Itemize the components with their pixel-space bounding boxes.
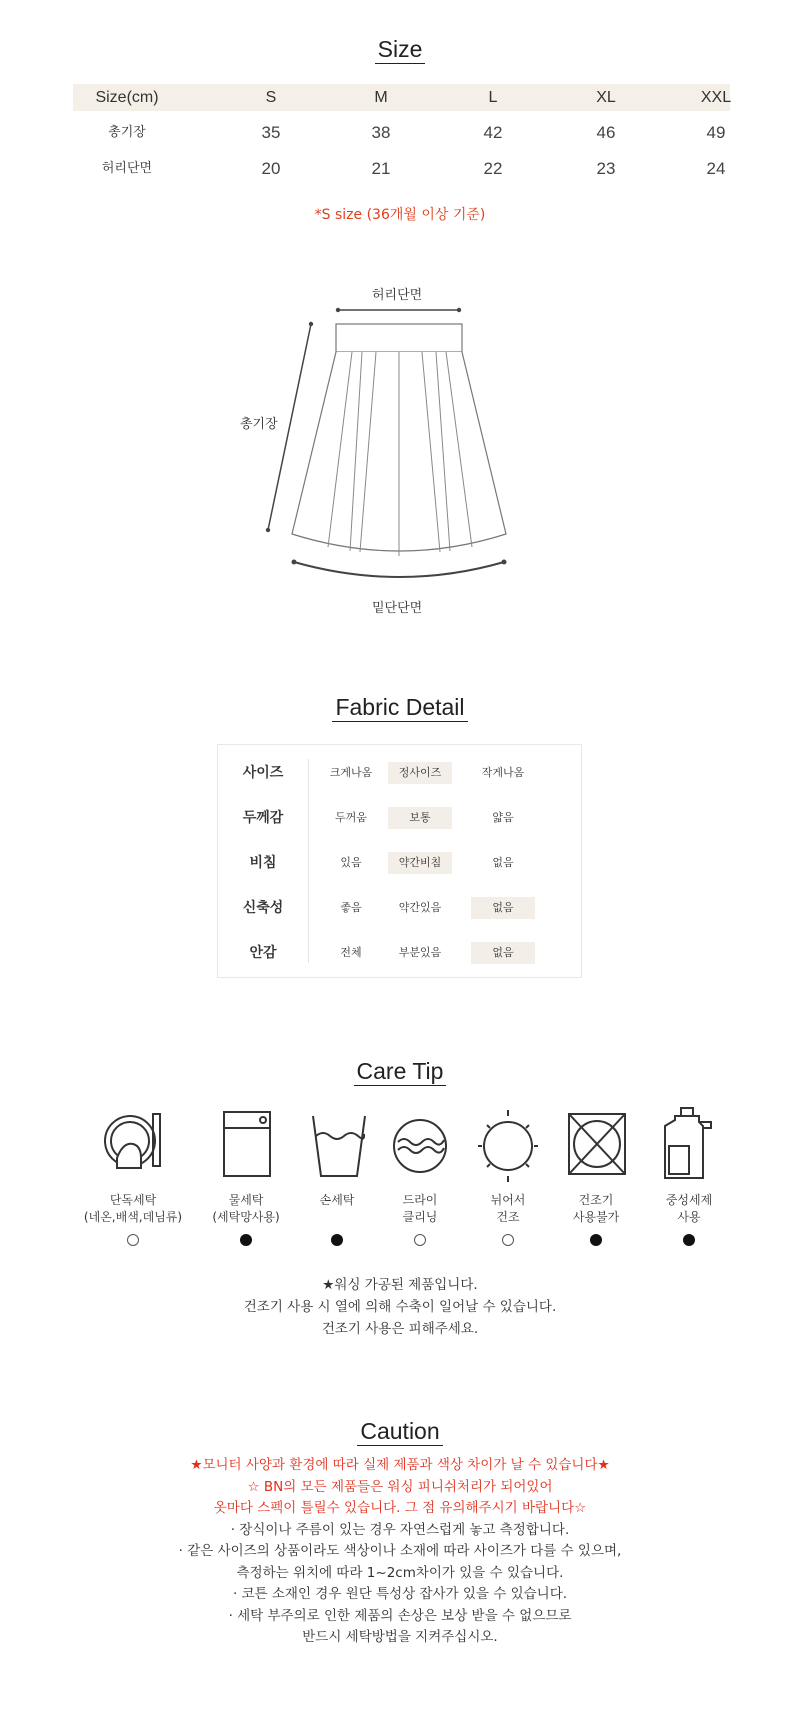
dry-clean-only-icon: [103, 1106, 163, 1182]
header-cell: Size(cm): [95, 89, 159, 106]
row-label: 총기장: [108, 125, 146, 140]
care-indicator-on: [240, 1234, 252, 1246]
care-label: 드라이 클리닝: [402, 1193, 438, 1224]
fabric-row: [218, 940, 583, 966]
table-cell: 38: [371, 123, 391, 142]
care-title: Care Tip: [0, 1058, 800, 1085]
caution-line: · 세탁 부주의로 인한 제품의 손상은 보상 받을 수 없으므로: [228, 1607, 572, 1624]
fabric-row-label: 사이즈: [242, 765, 284, 781]
care-label: 뉘어서 건조: [490, 1193, 526, 1224]
table-cell: 23: [596, 159, 616, 178]
header-cell: XL: [596, 89, 616, 106]
care-note-line: 건조기 사용은 피해주세요.: [321, 1321, 479, 1337]
caution-line: 측정하는 위치에 따라 1~2cm차이가 있을 수 있습니다.: [236, 1564, 564, 1581]
care-indicator-on: [683, 1234, 695, 1246]
caution-text: [0, 1455, 800, 1649]
skirt-diagram: [0, 0, 800, 640]
fabric-option: 작게나옴: [481, 766, 525, 779]
fabric-option: 크게나옴: [329, 766, 373, 779]
fabric-row: [218, 850, 583, 876]
header-cell: L: [488, 89, 498, 106]
fabric-option: 얇음: [492, 811, 514, 824]
fabric-row-label: 신축성: [242, 900, 284, 916]
size-note: *S size (36개월 이상 기준): [314, 207, 486, 223]
length-label: 총기장: [240, 417, 278, 432]
fabric-detail-table: [217, 744, 582, 978]
care-indicator-off: [127, 1234, 139, 1246]
fabric-row: [218, 760, 583, 786]
fabric-row-label: 비침: [249, 855, 277, 871]
table-cell: 35: [261, 123, 281, 142]
caution-title: Caution: [0, 1418, 800, 1445]
fabric-title: Fabric Detail: [0, 694, 800, 721]
neutral-detergent-icon: [659, 1106, 719, 1182]
dry-cleaning-icon: [390, 1106, 450, 1182]
fabric-option: 두꺼움: [335, 811, 367, 824]
table-cell: 24: [706, 159, 726, 178]
caution-line: · 장식이나 주름이 있는 경우 자연스럽게 놓고 측정합니다.: [230, 1521, 570, 1538]
care-label: 건조기 사용불가: [572, 1193, 620, 1224]
caution-line: 반드시 세탁방법을 지켜주십시오.: [302, 1629, 498, 1645]
fabric-row: [218, 805, 583, 831]
caution-warning-line: ★모니터 사양과 환경에 따라 실제 제품과 색상 차이가 날 수 있습니다★: [190, 1457, 610, 1473]
caution-warning-line: ☆ BN의 모든 제품들은 워싱 피니쉬처리가 되어있어: [247, 1478, 553, 1495]
care-indicator-off: [502, 1234, 514, 1246]
care-indicator-on: [590, 1234, 602, 1246]
fabric-row: [218, 895, 583, 921]
machine-wash-icon: [216, 1106, 276, 1182]
fabric-option-selected: 보통: [388, 807, 452, 829]
fabric-option-selected: 없음: [471, 942, 535, 964]
care-label: 단독세탁 (네온,배색,데님류): [83, 1193, 183, 1224]
tumble-dry-icon: [478, 1106, 538, 1182]
table-cell: 46: [596, 123, 616, 142]
hand-wash-icon: [307, 1106, 367, 1182]
fabric-option: 있음: [340, 856, 362, 869]
table-cell: 20: [261, 159, 281, 178]
table-cell: 22: [483, 159, 503, 178]
caution-line: · 코튼 소재인 경우 원단 특성상 잡사가 있을 수 있습니다.: [232, 1586, 568, 1602]
care-label: 손세탁: [319, 1193, 355, 1207]
fabric-option: 좋음: [340, 901, 362, 914]
fabric-option: 없음: [492, 856, 514, 869]
size-title: Size: [0, 36, 800, 63]
no-dryer-icon: [566, 1106, 626, 1182]
table-cell: 49: [706, 123, 726, 142]
caution-line: · 같은 사이즈의 상품이라도 색상이나 소재에 따라 사이즈가 다를 수 있으며,: [178, 1543, 622, 1559]
caution-warning-line: 옷마다 스펙이 틀릴수 있습니다. 그 점 유의해주시기 바랍니다☆: [213, 1500, 587, 1516]
row-label: 허리단면: [101, 161, 153, 176]
fabric-row-label: 안감: [249, 945, 277, 961]
care-indicator-off: [414, 1234, 426, 1246]
waist-label: 허리단면: [372, 288, 423, 303]
fabric-row-label: 두께감: [242, 810, 284, 826]
care-label: 중성세제 사용: [665, 1193, 713, 1224]
table-cell: 42: [483, 123, 503, 142]
header-cell: S: [265, 89, 277, 106]
fabric-option-selected: 없음: [471, 897, 535, 919]
header-cell: M: [374, 89, 388, 106]
care-notes: [0, 1274, 800, 1340]
fabric-option-selected: 약간비침: [388, 852, 452, 874]
care-indicator-on: [331, 1234, 343, 1246]
hem-label: 밑단단면: [372, 601, 423, 616]
care-label: 물세탁 (세탁망사용): [212, 1193, 280, 1224]
header-cell: XXL: [700, 89, 732, 106]
table-cell: 21: [371, 159, 391, 178]
fabric-option: 약간있음: [398, 901, 442, 914]
fabric-option-selected: 정사이즈: [388, 762, 452, 784]
care-note-line: ★워싱 가공된 제품입니다.: [322, 1277, 478, 1293]
care-note-line: 건조기 사용 시 열에 의해 수축이 일어날 수 있습니다.: [243, 1299, 557, 1315]
fabric-option: 부분있음: [398, 946, 442, 959]
fabric-option: 전체: [340, 946, 362, 959]
